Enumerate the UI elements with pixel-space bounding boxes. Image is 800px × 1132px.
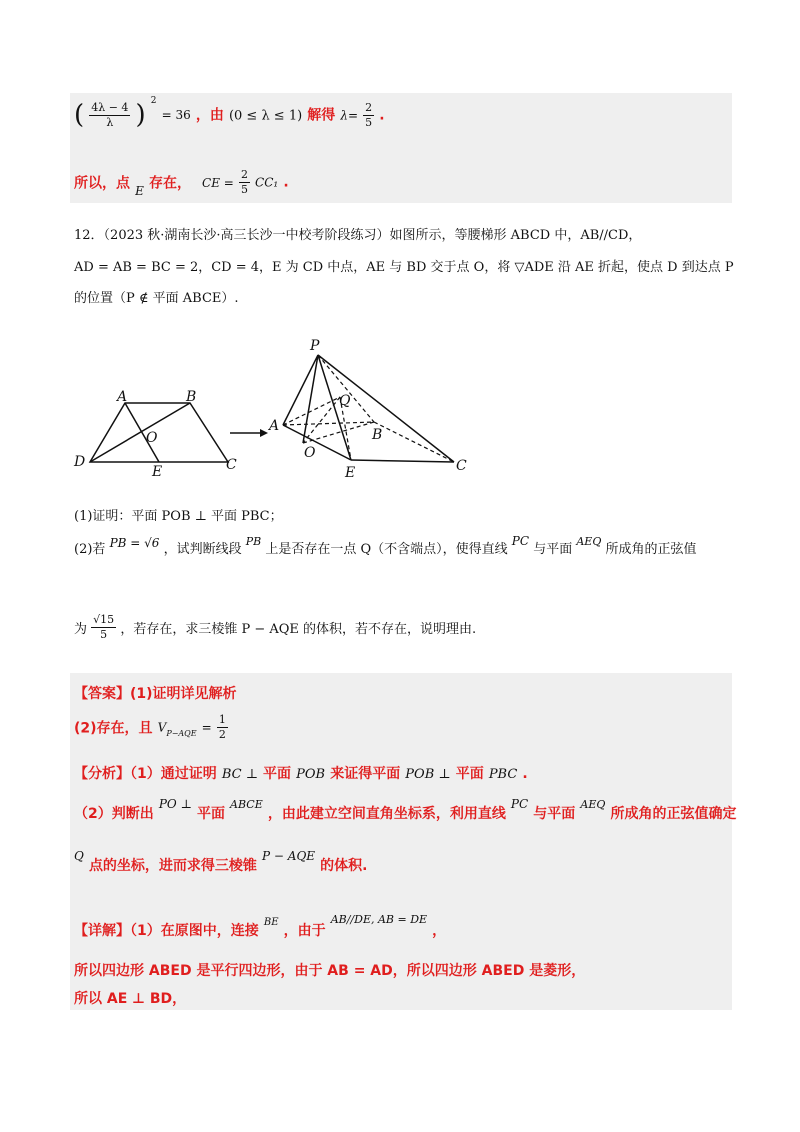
question-2-line-1: (2)若 PB = √6 ，试判断线段 $^{PB}$ 上是否存在一点 Q（不含端点），使得直线 PC 与平面 $^{AEQ}$ 所成角的正弦值: [74, 534, 697, 557]
label-E-left: E: [152, 464, 163, 480]
label-A-right: A: [269, 418, 280, 434]
label-O-right: O: [304, 445, 316, 461]
label-P: P: [310, 338, 320, 354]
answer-1: 【答案】(1)证明详见解析: [74, 686, 237, 702]
label-O-left: O: [146, 430, 158, 446]
label-E-right: E: [345, 465, 356, 480]
equation-line: ( $\frac{4\lambda - 4}{\lambda}$ ) $^2$ = 36 ，由 (0 ≤ λ ≤ 1) 解得 λ= $\frac{2}{5}$ .: [74, 96, 385, 130]
label-B-right: B: [372, 427, 383, 443]
question-2-line-2: 为 $\frac{√15}{5}$ ，若存在，求三棱锥 P − AQE 的体积，若不存在，说明理由.: [74, 613, 477, 641]
label-A-left: A: [117, 389, 128, 405]
analysis-3: $^Q$ 点的坐标，进而求得三棱锥 $^{P - AQE}$ 的体积.: [74, 849, 368, 874]
analysis-1: 【分析】（1）通过证明 BC ⊥ 平面 POB 来证得平面 POB ⊥ 平面 PBC .: [74, 766, 528, 782]
trapezoid-diagram: [73, 389, 237, 480]
conclusion-line: 所以，点 $_E$ 存在， CE = $\frac{2}{5}$ CC₁ .: [74, 168, 289, 198]
label-C-left: C: [226, 457, 237, 473]
pyramid-diagram: [267, 338, 467, 480]
analysis-2: （2）判断出 $^{PO \perp}$ 平面 $^{ABCE}$ ，由此建立空间直角坐标系，利用直线 $^{PC}$ 与平面 $^{AEQ}$ 所成角的正弦值确定: [74, 797, 737, 822]
equation-fraction: $\frac{4\lambda - 4}{\lambda}$: [91, 100, 129, 129]
problem-line-2: AD = AB = BC = 2，CD = 4，E 为 CD 中点，AE 与 BD 交于点 O，将 ▽ADE 沿 AE 折起，使点 D 到达点 P: [74, 260, 734, 275]
label-D-left: D: [74, 454, 86, 470]
question-1: (1)证明：平面 POB ⊥ 平面 PBC；: [74, 509, 283, 524]
label-Q: Q: [339, 393, 351, 409]
fold-arrow: [230, 429, 268, 437]
problem-line-3: 的位置（P ∉ 平面 ABCE）.: [74, 291, 239, 306]
answer-2: (2)存在，且 $V_{P-AQE}$ = $\frac{1}{2}$: [74, 713, 226, 741]
detail-1: 【详解】（1）在原图中，连接 $^{BE}$ ，由于 $^{AB//DE, AB = DE}$ ，: [74, 913, 447, 939]
problem-line-1: 12．（2023 秋·湖南长沙·高三长沙一中校考阶段练习）如图所示，等腰梯形 ABCD 中，AB//CD，: [74, 228, 642, 243]
detail-3: 所以 AE ⊥ BD，: [74, 991, 187, 1007]
detail-2: 所以四边形 ABED 是平行四边形，由于 AB = AD，所以四边形 ABED 是菱形，: [74, 963, 586, 979]
label-B-left: B: [186, 389, 197, 405]
label-C-right: C: [456, 458, 467, 474]
trapezoid-fold-figure: [70, 335, 490, 480]
